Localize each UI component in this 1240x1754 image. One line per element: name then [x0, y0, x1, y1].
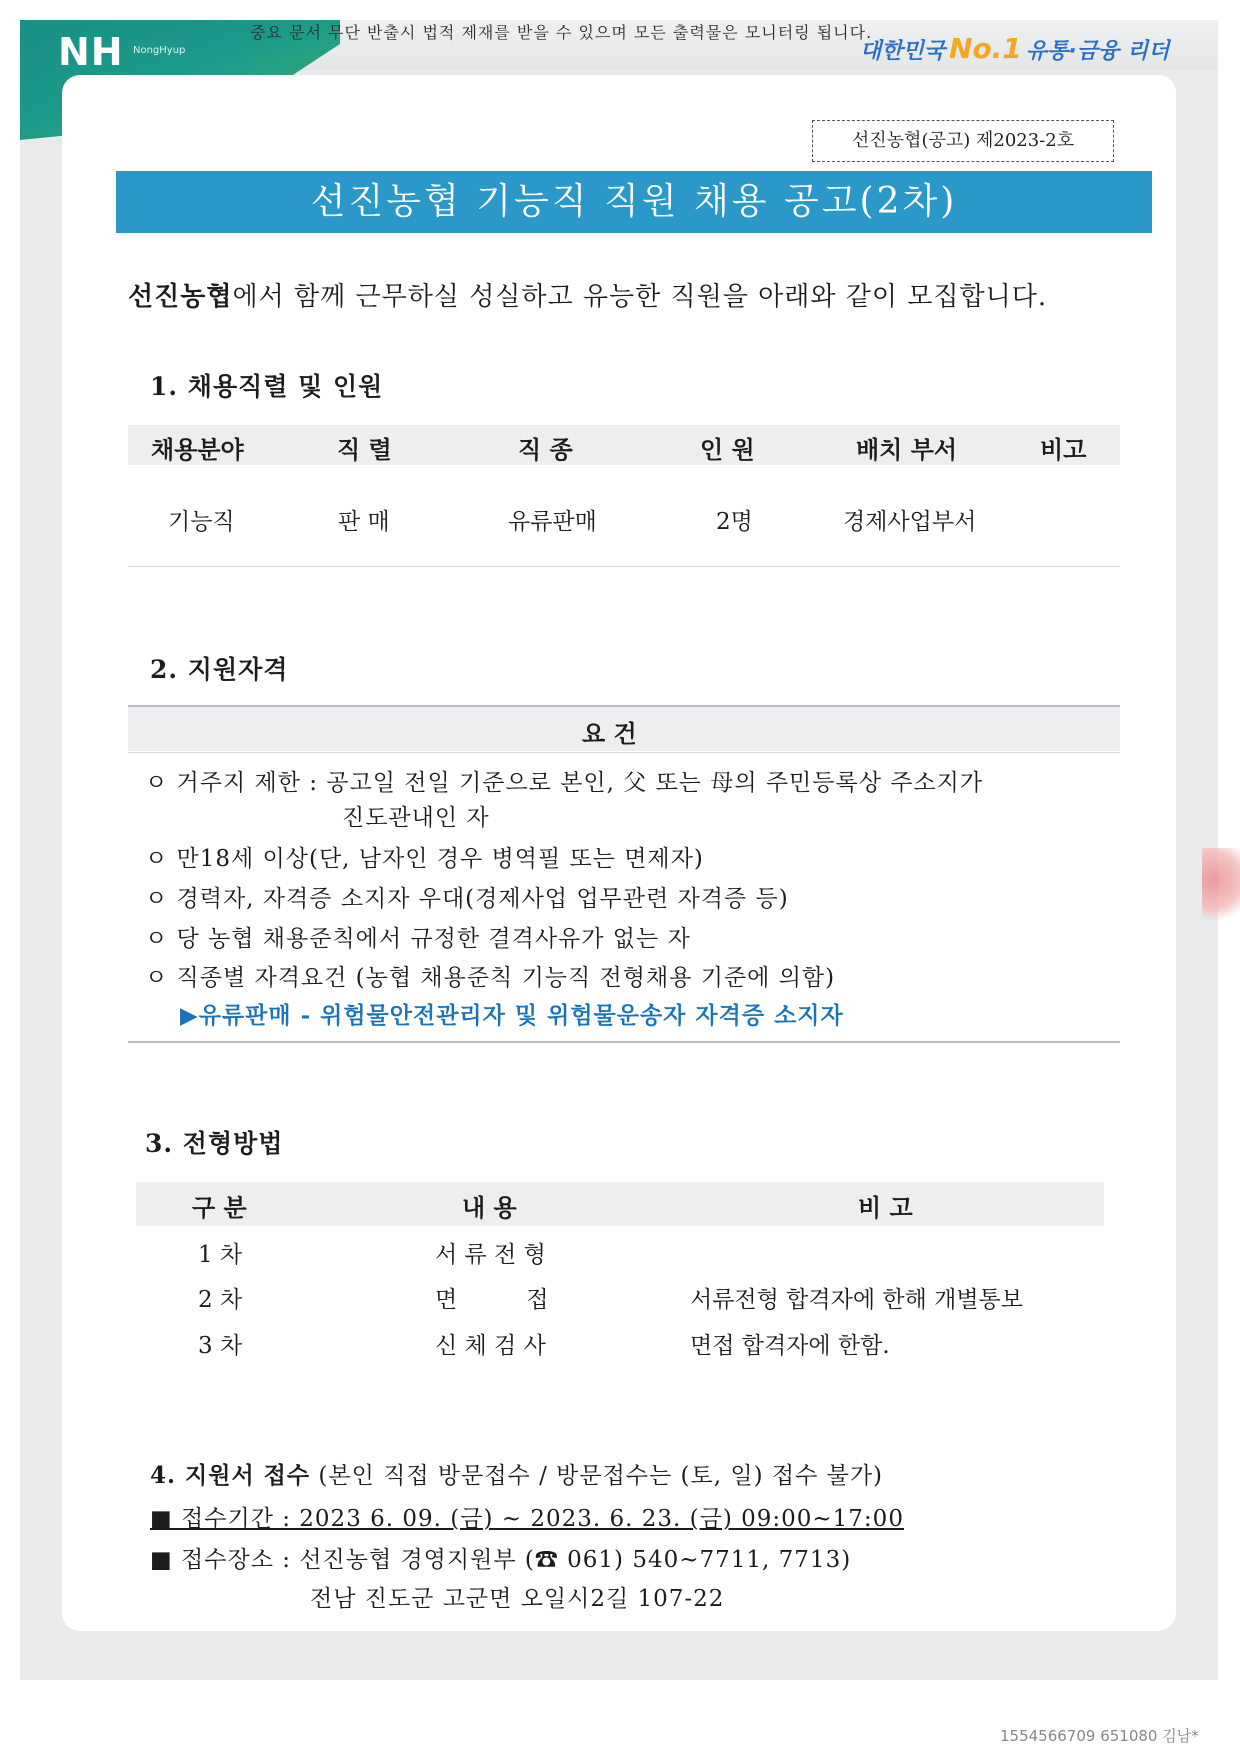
section1-heading: 1. 채용직렬 및 인원 [150, 372, 384, 401]
requirement-item: ㅇ 경력자, 자격증 소지자 우대(경제사업 업무관련 자격증 등) [145, 886, 789, 912]
col-header: 구 분 [192, 1194, 247, 1222]
table-cell: 3 차 [198, 1333, 243, 1359]
nh-logo: NH [58, 30, 124, 74]
page-title: 선진농협 기능직 직원 채용 공고(2차) [116, 171, 1152, 233]
section3-heading: 3. 전형방법 [145, 1129, 284, 1158]
footer-id: 1554566709 651080 김남* [1000, 1727, 1199, 1745]
col-header: 배치 부서 [856, 436, 958, 464]
table-cell: 경제사업부서 [843, 509, 977, 535]
table-cell: 기능직 [168, 509, 235, 535]
application-period-label: ■ 접수기간 [150, 1506, 274, 1532]
col-header: 비 고 [858, 1194, 913, 1222]
security-notice: 중요 문서 무단 반출시 법적 제재를 받을 수 있으며 모든 출력물은 모니터링 됩니다. [250, 23, 873, 42]
seal-stamp [1202, 848, 1240, 928]
requirement-item: ㅇ 직종별 자격요건 (농협 채용준칙 기능직 전형채용 기준에 의함) [145, 965, 836, 991]
table-cell: 2 차 [198, 1287, 243, 1313]
selection-table-header [136, 1182, 1104, 1226]
slogan-no1: No.1 [949, 32, 1022, 65]
section1-table-header [128, 425, 1120, 465]
nh-logo-sub: NongHyup [133, 45, 186, 56]
table-cell: 서 류 전 형 [435, 1242, 546, 1268]
application-place: ■ 접수장소 : 선진농협 경영지원부 (☎ 061) 540~7711, 7713) [150, 1547, 852, 1573]
table-divider [128, 566, 1120, 567]
col-header: 직 렬 [337, 436, 392, 464]
col-header: 내 용 [462, 1194, 517, 1222]
requirement-item: ㅇ 당 농협 채용준칙에서 규정한 결격사유가 없는 자 [145, 926, 691, 952]
col-header: 채용분야 [151, 436, 244, 464]
table-cell: 1 차 [198, 1242, 243, 1268]
requirement-item: ㅇ 거주지 제한 : 공고일 전일 기준으로 본인, 父 또는 母의 주민등록상 주소지가 [145, 770, 984, 796]
slogan-suffix: 유통·금융 리더 [1025, 39, 1170, 64]
table-cell: 신 체 검 사 [435, 1333, 546, 1359]
requirement-note: ▶유류판매 - 위험물안전관리자 및 위험물운송자 자격증 소지자 [180, 1002, 844, 1029]
intro-org: 선진농협 [128, 282, 233, 312]
table-divider [128, 752, 1120, 753]
section2-heading: 2. 지원자격 [150, 655, 289, 684]
section4-heading-bold: 4. 지원서 접수 [150, 1462, 311, 1489]
requirement-item: ㅇ 만18세 이상(단, 남자인 경우 병역필 또는 면제자) [145, 846, 704, 872]
table-cell: 면 접 [435, 1287, 549, 1313]
col-header: 비고 [1040, 436, 1087, 464]
table-cell: 면접 합격자에 한함. [690, 1333, 890, 1359]
requirements-header-label: 요 건 [582, 720, 637, 748]
col-header: 인 원 [700, 436, 755, 464]
slogan [860, 32, 1169, 65]
table-cell: 판 매 [338, 509, 390, 535]
application-period [150, 1500, 904, 1533]
slogan-prefix: 대한민국 [860, 39, 946, 64]
col-header: 직 종 [518, 436, 573, 464]
table-cell: 2명 [716, 509, 753, 535]
intro-text [128, 276, 1047, 313]
section4-heading-rest: (본인 직접 방문접수 / 방문접수는 (토, 일) 접수 불가) [310, 1463, 884, 1489]
table-divider [128, 1041, 1120, 1043]
document-number: 선진농협(공고) 제2023-2호 [812, 120, 1114, 162]
intro-body: 에서 함께 근무하실 성실하고 유능한 직원을 아래와 같이 모집합니다. [232, 282, 1048, 312]
table-cell: 서류전형 합격자에 한해 개별통보 [690, 1287, 1023, 1313]
application-address: 전남 진도군 고군면 오일시2길 107-22 [310, 1586, 725, 1612]
section4-heading [150, 1457, 883, 1490]
application-period-value: : 2023 6. 09. (금) ~ 2023. 6. 23. (금) 09:00~17:00 [273, 1506, 904, 1532]
table-cell: 유류판매 [508, 509, 597, 535]
requirement-item-cont: 진도관내인 자 [342, 805, 490, 831]
